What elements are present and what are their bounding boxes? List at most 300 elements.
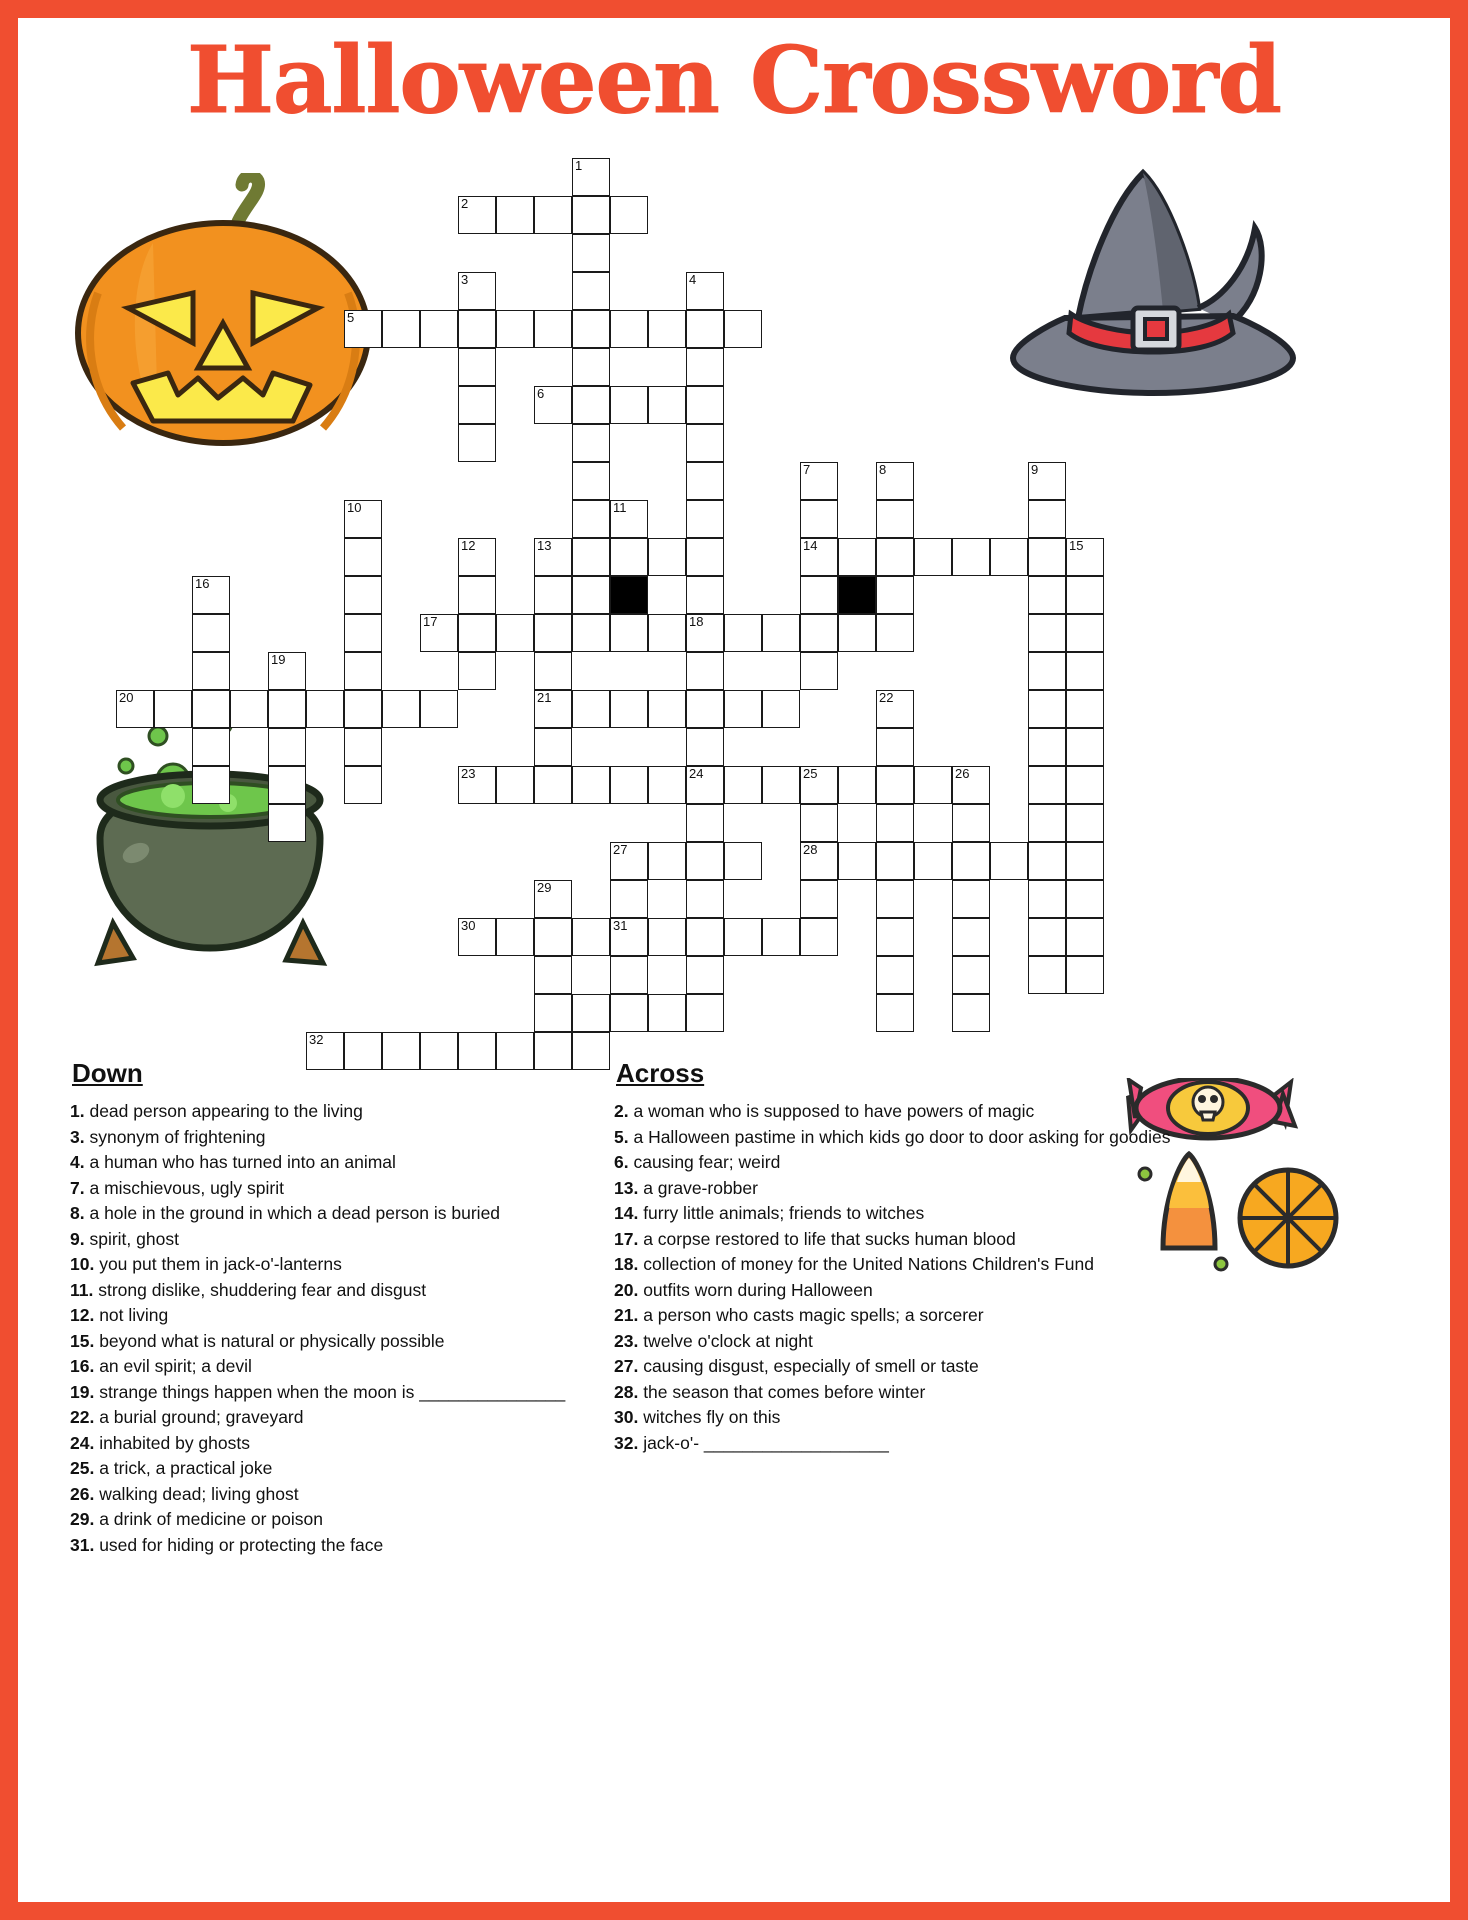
grid-cell[interactable] [610,766,648,804]
grid-cell[interactable] [686,994,724,1032]
grid-cell[interactable] [1066,652,1104,690]
grid-cell-number: 12 [461,538,476,553]
grid-cell[interactable] [572,424,610,462]
grid-cell[interactable] [648,994,686,1032]
grid-cell-number: 1 [575,158,583,173]
grid-cell[interactable] [1028,462,1066,500]
grid-cell[interactable] [572,386,610,424]
clue-number: 26. [70,1483,95,1504]
grid-cell[interactable] [952,842,990,880]
grid-cell-number: 19 [271,652,286,667]
clue-item [614,1227,1314,1253]
clue-text: you put them in jack-o'-lanterns [94,1254,342,1274]
grid-cell-number: 28 [803,842,818,857]
clue-text: synonym of frightening [84,1126,266,1147]
grid-cell[interactable] [724,842,762,880]
grid-cell-number: 24 [689,766,704,781]
grid-cell[interactable] [344,652,382,690]
grid-cell[interactable] [686,652,724,690]
grid-cell[interactable] [572,576,610,614]
clue-text: walking dead; living ghost [94,1483,299,1504]
clue-text: causing disgust, especially of smell or taste [638,1356,979,1376]
grid-cell[interactable] [876,538,914,576]
clue-number: 10. [70,1254,95,1274]
grid-cell[interactable] [1028,500,1066,538]
page-title: Halloween Crossword [187,26,1281,134]
grid-cell[interactable] [724,310,762,348]
grid-cell[interactable] [610,690,648,728]
grid-cell-number: 10 [347,500,362,515]
grid-cell[interactable] [458,576,496,614]
grid-cell[interactable] [496,766,534,804]
clue-number: 28. [614,1381,639,1402]
grid-cell[interactable] [952,880,990,918]
grid-cell[interactable] [1028,842,1066,880]
grid-cell[interactable] [420,690,458,728]
grid-cell[interactable] [1028,804,1066,842]
clue-number: 31. [70,1534,95,1555]
clue-text: outfits worn during Halloween [638,1279,873,1300]
grid-cell[interactable] [610,310,648,348]
grid-cell[interactable] [876,766,914,804]
grid-cell-number: 22 [879,690,894,705]
grid-cell[interactable] [762,614,800,652]
clue-item [70,1176,570,1202]
grid-cell[interactable] [1066,956,1104,994]
grid-cell[interactable] [534,690,572,728]
grid-cell[interactable] [1066,918,1104,956]
grid-cell[interactable] [534,386,572,424]
grid-cell[interactable] [610,956,648,994]
clue-text: spirit, ghost [84,1228,179,1249]
grid-cell[interactable] [610,918,648,956]
grid-cell[interactable] [572,538,610,576]
clue-item [70,1278,570,1304]
grid-cell[interactable] [458,538,496,576]
clue-number: 24. [70,1432,95,1453]
clue-number: 16. [70,1356,95,1376]
grid-cell[interactable] [876,956,914,994]
grid-cell[interactable] [1028,956,1066,994]
grid-cell-number: 6 [537,386,545,401]
clue-item [70,1482,570,1508]
clue-number: 8. [70,1203,85,1223]
grid-cell[interactable] [724,766,762,804]
clue-text: a Halloween pastime in which kids go door to door asking for goodies [628,1126,1171,1147]
grid-cell[interactable] [876,576,914,614]
grid-cell[interactable] [952,956,990,994]
grid-cell[interactable] [1028,614,1066,652]
grid-cell[interactable] [876,462,914,500]
grid-cell[interactable] [572,158,610,196]
grid-cell[interactable] [458,272,496,310]
clue-item [614,1099,1314,1125]
grid-cell[interactable] [534,880,572,918]
grid-cell[interactable] [572,690,610,728]
grid-cell[interactable] [686,956,724,994]
grid-cell-number: 27 [613,842,628,857]
grid-cell[interactable] [458,652,496,690]
grid-cell[interactable] [344,728,382,766]
clue-item [70,1380,570,1406]
grid-cell[interactable] [344,310,382,348]
grid-cell[interactable] [420,614,458,652]
clue-text: causing fear; weird [628,1152,781,1172]
grid-cell[interactable] [800,918,838,956]
clue-item [70,1431,570,1457]
across-clue-column [614,1058,1314,1558]
grid-cell-number: 11 [613,500,627,515]
grid-cell[interactable] [572,500,610,538]
grid-cell[interactable] [686,804,724,842]
grid-cell[interactable] [344,538,382,576]
clue-text: jack-o'- ___________________ [638,1432,889,1453]
grid-cell[interactable] [192,766,230,804]
grid-cell[interactable] [344,576,382,614]
grid-cell[interactable] [800,842,838,880]
grid-cell-number: 14 [803,538,818,553]
grid-cell[interactable] [686,614,724,652]
grid-cell[interactable] [572,766,610,804]
clue-number: 4. [70,1152,85,1172]
grid-cell-number: 21 [537,690,552,705]
grid-cell[interactable] [648,766,686,804]
grid-cell[interactable] [192,652,230,690]
down-clue-column [70,1058,570,1558]
grid-cell[interactable] [230,690,268,728]
grid-cell[interactable] [800,652,838,690]
grid-cell[interactable] [686,576,724,614]
grid-cell[interactable] [572,994,610,1032]
grid-cell[interactable] [268,690,306,728]
grid-cell[interactable] [648,842,686,880]
grid-cell[interactable] [838,614,876,652]
clue-text: inhabited by ghosts [94,1432,250,1453]
grid-cell[interactable] [382,310,420,348]
clue-item [70,1507,570,1533]
clue-item [614,1354,1314,1380]
grid-cell[interactable] [458,348,496,386]
worksheet [18,18,1450,1902]
grid-cell[interactable] [838,538,876,576]
clue-number: 5. [614,1126,629,1147]
grid-cell[interactable] [686,272,724,310]
grid-cell[interactable] [458,424,496,462]
grid-cell[interactable] [496,918,534,956]
grid-cell[interactable] [762,918,800,956]
clue-item [614,1150,1314,1176]
grid-cell[interactable] [1028,918,1066,956]
clue-text: a corpse restored to life that sucks human blood [638,1228,1016,1249]
grid-cell[interactable] [306,690,344,728]
grid-cell[interactable] [572,310,610,348]
grid-cell[interactable] [686,842,724,880]
grid-cell[interactable] [154,690,192,728]
clue-item [70,1456,570,1482]
grid-cell[interactable] [344,766,382,804]
grid-cell[interactable] [192,614,230,652]
clue-text: a trick, a practical joke [94,1458,273,1478]
grid-cell[interactable] [1028,690,1066,728]
grid-cell[interactable] [572,234,610,272]
grid-cell[interactable] [458,766,496,804]
grid-cell[interactable] [952,538,990,576]
grid-cell[interactable] [648,690,686,728]
grid-cell[interactable] [496,310,534,348]
grid-cell[interactable] [838,766,876,804]
grid-cell-number: 32 [309,1032,324,1047]
grid-cell[interactable] [1028,538,1066,576]
grid-cell[interactable] [876,918,914,956]
clue-number: 17. [614,1228,639,1249]
grid-cell[interactable] [648,538,686,576]
grid-cell[interactable] [458,614,496,652]
grid-cell-number: 7 [803,462,811,477]
clue-text: twelve o'clock at night [638,1330,813,1351]
grid-cell[interactable] [952,766,990,804]
grid-cell[interactable] [534,766,572,804]
grid-cell[interactable] [876,804,914,842]
grid-cell-blocked [610,576,648,614]
clue-item [614,1252,1314,1278]
grid-cell[interactable] [952,994,990,1032]
grid-cell[interactable] [1028,728,1066,766]
grid-cell[interactable] [534,728,572,766]
grid-cell[interactable] [686,462,724,500]
grid-cell-number: 15 [1069,538,1084,553]
clue-item [70,1201,570,1227]
clue-number: 11. [70,1279,94,1300]
grid-cell[interactable] [876,614,914,652]
across-heading: Across [616,1058,705,1088]
grid-cell[interactable] [420,310,458,348]
clue-number: 25. [70,1458,95,1478]
grid-cell[interactable] [686,880,724,918]
grid-cell[interactable] [382,690,420,728]
grid-cell[interactable] [686,690,724,728]
clue-number: 23. [614,1330,639,1351]
clue-text: a human who has turned into an animal [84,1152,396,1172]
across-clue-list [614,1099,1314,1456]
grid-cell[interactable] [1066,804,1104,842]
clue-item [70,1354,570,1380]
grid-cell[interactable] [534,576,572,614]
clue-item [614,1431,1314,1457]
grid-cell[interactable] [344,614,382,652]
grid-cell[interactable] [610,880,648,918]
grid-cell[interactable] [952,918,990,956]
grid-cell[interactable] [876,500,914,538]
grid-cell[interactable] [1066,538,1104,576]
clue-text: strong dislike, shuddering fear and disgust [93,1279,427,1300]
grid-cell[interactable] [1066,690,1104,728]
grid-cell[interactable] [876,842,914,880]
grid-cell[interactable] [1066,842,1104,880]
grid-cell-number: 8 [879,462,887,477]
grid-cell[interactable] [914,842,952,880]
grid-cell[interactable] [762,766,800,804]
clue-item [614,1176,1314,1202]
grid-cell[interactable] [724,918,762,956]
grid-cell[interactable] [572,196,610,234]
grid-cell[interactable] [344,690,382,728]
grid-cell[interactable] [192,576,230,614]
grid-cell[interactable] [496,196,534,234]
grid-cell[interactable] [572,348,610,386]
grid-cell[interactable] [268,652,306,690]
grid-cell[interactable] [648,614,686,652]
grid-cell[interactable] [800,576,838,614]
clue-text: beyond what is natural or physically possible [94,1330,445,1351]
grid-cell[interactable] [572,272,610,310]
grid-cell[interactable] [876,728,914,766]
grid-cell[interactable] [268,804,306,842]
grid-cell[interactable] [344,500,382,538]
clue-item [70,1125,570,1151]
grid-cell[interactable] [572,462,610,500]
grid-cell-number: 29 [537,880,552,895]
grid-cell[interactable] [800,766,838,804]
grid-cell[interactable] [610,386,648,424]
grid-cell[interactable] [800,614,838,652]
grid-cell[interactable] [1028,652,1066,690]
clue-text: a person who casts magic spells; a sorcerer [638,1305,984,1325]
grid-cell[interactable] [800,462,838,500]
grid-cell[interactable] [914,538,952,576]
grid-cell[interactable] [534,918,572,956]
grid-cell[interactable] [534,956,572,994]
grid-cell[interactable] [990,538,1028,576]
grid-cell[interactable] [610,842,648,880]
grid-cell[interactable] [876,690,914,728]
clue-text: used for hiding or protecting the face [94,1534,384,1555]
grid-cell[interactable] [192,728,230,766]
grid-cell[interactable] [192,690,230,728]
clue-item [614,1405,1314,1431]
grid-cell[interactable] [534,652,572,690]
grid-cell[interactable] [876,880,914,918]
clue-text: a hole in the ground in which a dead person is buried [84,1203,501,1223]
clue-item [614,1303,1314,1329]
grid-cell[interactable] [572,918,610,956]
clue-item [70,1099,570,1125]
clue-item [70,1227,570,1253]
grid-cell[interactable] [458,918,496,956]
grid-cell[interactable] [610,500,648,538]
grid-cell-number: 23 [461,766,476,781]
clue-number: 2. [614,1101,629,1121]
grid-cell[interactable] [1028,880,1066,918]
grid-cell[interactable] [686,918,724,956]
grid-cell[interactable] [686,500,724,538]
grid-cell[interactable] [686,348,724,386]
crossword-grid[interactable] [18,148,1450,1048]
clue-text: a burial ground; graveyard [94,1407,304,1427]
clue-item [70,1405,570,1431]
grid-cell[interactable] [762,690,800,728]
clue-number: 12. [70,1305,95,1325]
grid-cell[interactable] [458,386,496,424]
grid-cell-number: 13 [537,538,552,553]
clue-number: 7. [70,1177,85,1198]
grid-cell[interactable] [610,196,648,234]
grid-cell[interactable] [1066,766,1104,804]
grid-cell-number: 4 [689,272,697,287]
grid-cell[interactable] [1028,576,1066,614]
clue-number: 30. [614,1407,639,1427]
grid-cell[interactable] [724,690,762,728]
grid-cell[interactable] [648,310,686,348]
clue-text: witches fly on this [638,1407,781,1427]
grid-cell[interactable] [534,196,572,234]
grid-cell[interactable] [686,310,724,348]
clue-text: furry little animals; friends to witches [638,1203,925,1223]
grid-cell[interactable] [268,728,306,766]
grid-cell[interactable] [1066,728,1104,766]
grid-cell[interactable] [876,994,914,1032]
clue-number: 6. [614,1152,629,1172]
clue-item [70,1533,570,1559]
clue-item [70,1252,570,1278]
grid-cell[interactable] [1028,766,1066,804]
grid-cell[interactable] [686,386,724,424]
grid-cell[interactable] [838,842,876,880]
grid-cell[interactable] [686,766,724,804]
grid-cell[interactable] [458,196,496,234]
grid-cell[interactable] [534,538,572,576]
grid-cell[interactable] [572,614,610,652]
grid-cell[interactable] [686,538,724,576]
clue-lists [70,1058,1410,1558]
grid-cell[interactable] [914,766,952,804]
grid-cell[interactable] [990,842,1028,880]
grid-cell-blocked [838,576,876,614]
grid-cell[interactable] [724,614,762,652]
clue-text: collection of money for the United Nations Children's Fund [638,1254,1094,1274]
clue-number: 15. [70,1330,95,1351]
grid-cell[interactable] [534,994,572,1032]
clue-number: 21. [614,1305,639,1325]
grid-cell[interactable] [952,804,990,842]
grid-cell[interactable] [1066,614,1104,652]
grid-cell-number: 16 [195,576,210,591]
clue-number: 22. [70,1407,95,1427]
clue-text: the season that comes before winter [638,1381,926,1402]
grid-cell[interactable] [496,614,534,652]
grid-cell[interactable] [610,994,648,1032]
grid-cell[interactable] [1066,880,1104,918]
grid-cell[interactable] [534,614,572,652]
grid-cell[interactable] [458,310,496,348]
grid-cell[interactable] [648,918,686,956]
grid-cell[interactable] [534,310,572,348]
grid-cell[interactable] [610,538,648,576]
grid-cell[interactable] [800,500,838,538]
clue-text: not living [94,1305,169,1325]
grid-cell[interactable] [686,728,724,766]
grid-cell-number: 9 [1031,462,1039,477]
clue-number: 27. [614,1356,639,1376]
grid-cell[interactable] [268,766,306,804]
grid-cell[interactable] [648,386,686,424]
grid-cell[interactable] [686,424,724,462]
grid-cell[interactable] [800,880,838,918]
grid-cell[interactable] [1066,576,1104,614]
grid-cell[interactable] [800,804,838,842]
grid-cell[interactable] [116,690,154,728]
grid-cell[interactable] [610,614,648,652]
grid-cell[interactable] [800,538,838,576]
